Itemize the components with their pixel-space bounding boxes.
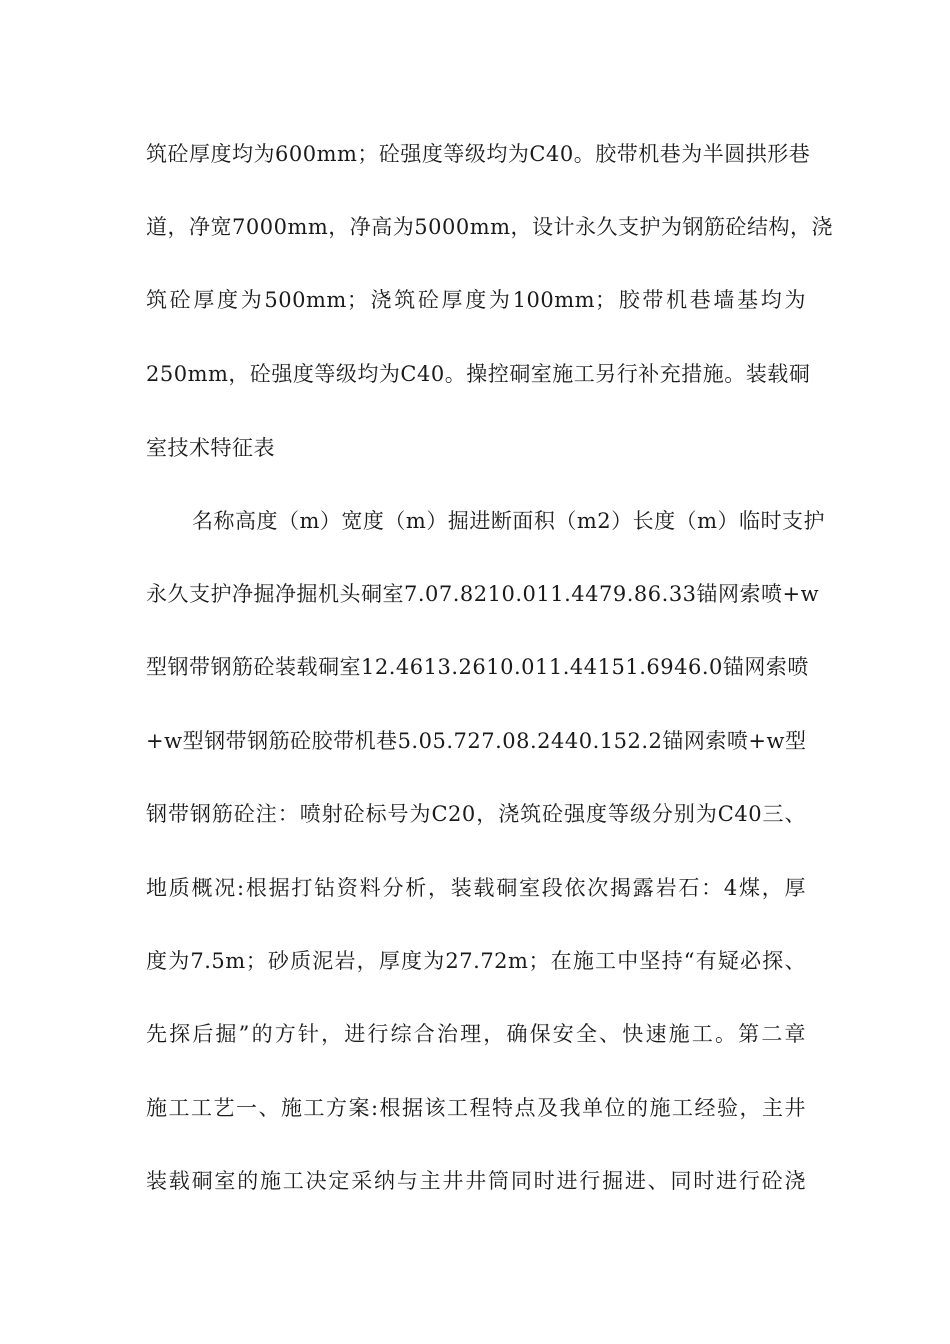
text-line-4: 250mm，砼强度等级均为C40。操控硐室施工另行补充措施。装载硐 (146, 362, 811, 386)
text-line-7: 永久支护净掘净掘机头硐室7.07.8210.011.4479.86.33锚网索喷+w (146, 582, 820, 606)
text-line-6: 名称高度（m）宽度（m）掘进断面积（m2）长度（m）临时支护 (192, 509, 826, 533)
text-line-14: 施工工艺一、施工方案:根据该工程特点及我单位的施工经验，主井 (146, 1096, 806, 1120)
text-line-9: +w型钢带钢筋砼胶带机巷5.05.727.08.2440.152.2锚网索喷+w型 (146, 729, 807, 753)
text-line-11: 地质概况:根据打钻资料分析，装载硐室段依次揭露岩石：4煤，厚 (146, 876, 806, 900)
text-line-1: 筑砼厚度均为600mm；砼强度等级均为C40。胶带机巷为半圆拱形巷 (146, 142, 811, 166)
text-line-12: 度为7.5m；砂质泥岩，厚度为27.72m；在施工中坚持“有疑必探、 (146, 949, 806, 973)
text-line-2: 道，净宽7000mm，净高为5000mm，设计永久支护为钢筋砼结构，浇 (146, 215, 834, 239)
text-line-8: 型钢带钢筋砼装载硐室12.4613.2610.011.44151.6946.0锚网索喷 (146, 655, 809, 679)
text-line-5: 室技术特征表 (146, 436, 275, 460)
text-line-13: 先探后掘”的方针，进行综合治理，确保安全、快速施工。第二章 (146, 1022, 806, 1046)
text-line-3: 筑砼厚度为500mm；浇筑砼厚度为100mm；胶带机巷墙基均为 (146, 288, 806, 312)
text-line-10: 钢带钢筋砼注：喷射砼标号为C20，浇筑砼强度等级分别为C40三、 (146, 802, 806, 826)
text-line-15: 装载硐室的施工决定采纳与主井井筒同时进行掘进、同时进行砼浇 (146, 1169, 806, 1193)
